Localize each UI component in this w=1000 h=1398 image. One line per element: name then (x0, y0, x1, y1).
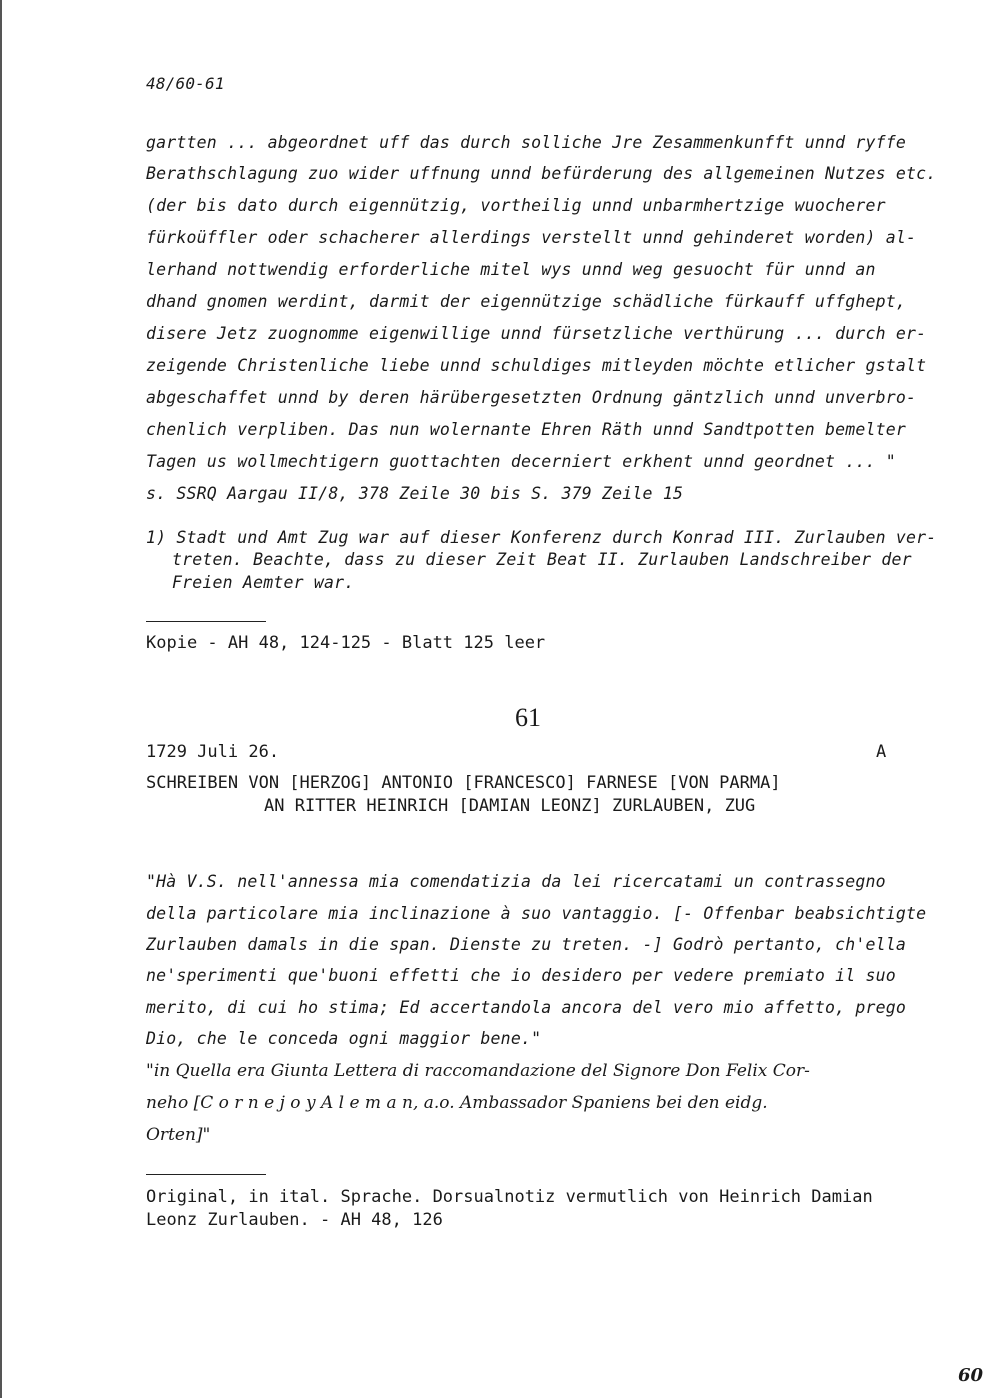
page-number-mark (958, 1365, 983, 1386)
document-letter: A (876, 742, 887, 762)
text-line: fürkoüffler oder schacherer allerdings verstellt unnd gehinderet worden) al- (146, 228, 917, 247)
text-line: abgeschaffet unnd by deren härübergesetzten Ordnung gäntzlich unnd unverbro- (146, 388, 917, 407)
source-note: Leonz Zurlauben. - AH 48, 126 (146, 1210, 443, 1230)
citation-line: s. SSRQ Aargau II/8, 378 Zeile 30 bis S. 379 Zeile 15 (146, 484, 684, 503)
quote-line: ne'sperimenti que'buoni effetti che io desidero per vedere premiato il suo (146, 966, 896, 985)
quote-line: Dio, che le conceda ogni maggior bene." (146, 1029, 542, 1048)
quote-line: Zurlauben damals in die span. Dienste zu treten. -] Godrò pertanto, ch'ella (146, 935, 907, 954)
quote-line: della particolare mia inclinazione à suo vantaggio. [- Offenbar beabsichtigte (146, 904, 927, 923)
source-note: Original, in ital. Sprache. Dorsualnotiz vermutlich von Heinrich Damian (146, 1187, 873, 1207)
script-line: Orten]" (146, 1125, 211, 1145)
document-title-line: AN RITTER HEINRICH [DAMIAN LEONZ] ZURLAUBEN, ZUG (264, 796, 756, 816)
footnote-line: treten. Beachte, dass zu dieser Zeit Beat II. Zurlauben Landschreiber der (172, 550, 912, 569)
text-line: dhand gnomen werdint, darmit der eigennützige schädliche fürkauff uffghept, (146, 292, 907, 311)
script-line: neho [C o r n e j o y A l e m a n, a.o. Ambassador Spaniens bei den eidg. (146, 1093, 768, 1113)
page-number: 60 (958, 1365, 984, 1386)
separator-rule (146, 1174, 266, 1175)
text-line: lerhand nottwendig erforderliche mitel wys unnd weg gesuocht für unnd an (146, 260, 876, 279)
source-note: Kopie - AH 48, 124-125 - Blatt 125 leer (146, 633, 546, 653)
text-line: chenlich verpliben. Das nun wolernante Ehren Räth unnd Sandtpotten bemelter (146, 420, 907, 439)
text-line: gartten ... abgeordnet uff das durch solliche Jre Zesammenkunfft unnd ryffe (146, 133, 907, 152)
document-title-line: SCHREIBEN VON [HERZOG] ANTONIO [FRANCESCO] FARNESE [VON PARMA] (146, 773, 781, 793)
text-line: zeigende Christenliche liebe unnd schuldiges mitleyden möchte etlicher gstalt (146, 356, 927, 375)
document-number: 61 (515, 703, 541, 732)
scan-left-edge (0, 0, 2, 1398)
text-line: Tagen us wollmechtigern guottachten decerniert erkhent unnd geordnet ... " (146, 452, 896, 471)
script-line: "in Quella era Giunta Lettera di raccomandazione del Signore Don Felix Cor- (146, 1061, 810, 1081)
document-date: 1729 Juli 26. (146, 742, 280, 762)
page-reference: 48/60-61 (146, 74, 225, 93)
footnote-line: 1) Stadt und Amt Zug war auf dieser Konferenz durch Konrad III. Zurlauben ver- (146, 528, 937, 547)
text-line: (der bis dato durch eigennützig, vortheilig unnd unbarmhertzige wuocherer (146, 196, 886, 215)
quote-line: "Hà V.S. nell'annessa mia comendatizia da lei ricercatami un contrassegno (146, 872, 886, 891)
text-line: disere Jetz zuognomme eigenwillige unnd fürsetzliche verthürung ... durch er- (146, 324, 927, 343)
quote-line: merito, di cui ho stima; Ed accertandola ancora del vero mio affetto, prego (146, 998, 907, 1017)
separator-rule (146, 621, 266, 622)
text-line: Berathschlagung zuo wider uffnung unnd befürderung des allgemeinen Nutzes etc. (146, 164, 937, 183)
footnote-line: Freien Aemter war. (172, 573, 355, 592)
